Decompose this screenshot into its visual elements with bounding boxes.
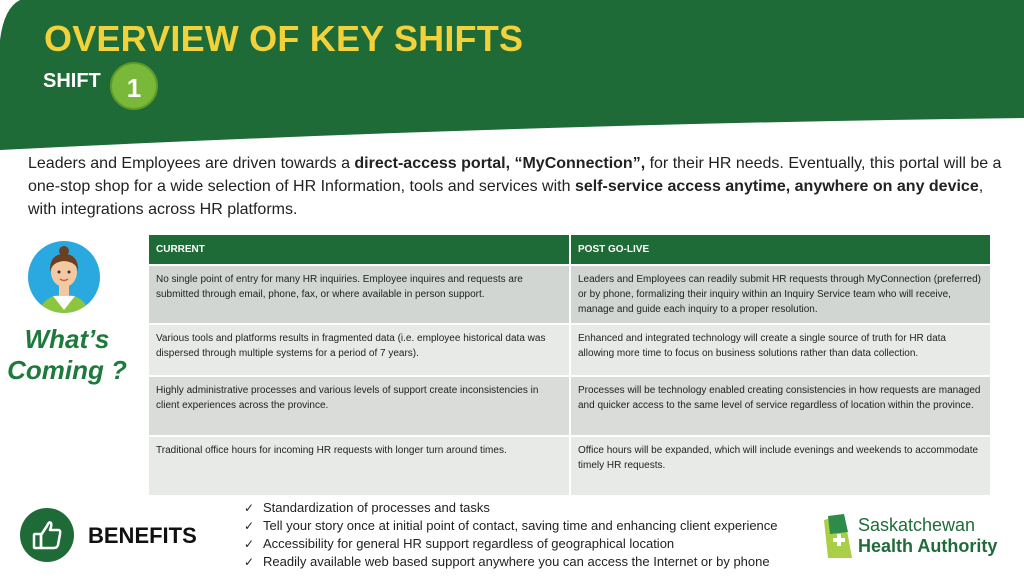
whats-line-1: What’s [24,324,110,354]
logo-line-2: Health Authority [858,536,998,556]
table-row [149,376,991,436]
list-item [240,499,778,517]
cell-post: Office hours will be expanded, which will include evenings and weekends to accommodate timely HR requests. [570,436,991,495]
intro-bold-1: direct-access portal, “MyConnection”, [354,155,646,172]
cell-current: Highly administrative processes and various levels of support create inconsistencies in client experiences across the province. [149,376,570,436]
list-item [240,517,778,535]
shift-number-badge: 1 [110,62,158,110]
logo-wordmark [858,515,997,557]
list-item [240,535,778,553]
shifts-table [149,235,992,495]
table-row [149,436,991,495]
logo-line-1: Saskatchewan [858,515,976,535]
whats-line-2: Coming ? [7,355,127,385]
shift-label: SHIFT [43,70,101,92]
benefits-list [240,499,778,571]
table-header-row [149,235,991,265]
cell-current: Traditional office hours for incoming HR requests with longer turn around times. [149,436,570,495]
intro-text-2: for their HR needs. Eventually, this portal will be a one-stop shop for a wide selection of HR Information, tools and services with [28,155,1002,195]
header-current: CURRENT [149,235,570,265]
cell-current: No single point of entry for many HR inquiries. Employee inquires and requests are submitted through email, phone, fax, or where available in person support. [149,265,570,324]
list-item [240,553,778,571]
checkmark-icon: ✓ [244,501,255,515]
intro-bold-2: self-service access anytime, anywhere on any device [574,178,979,195]
page-title: OVERVIEW OF KEY SHIFTS [44,18,524,59]
checkmark-icon: ✓ [244,555,255,569]
cell-current: Various tools and platforms results in fragmented data (i.e. employee historical data was dispersed through multiple systems for a period of 7 years). [149,324,570,376]
thumbs-up-icon [20,508,74,562]
table-row [149,265,991,324]
employee-avatar-icon [27,240,101,314]
cell-post: Enhanced and integrated technology will create a single source of truth for HR data allowing more time to focus on business solutions rather than data collection. [570,324,991,376]
benefit-text: Readily available web based support anywhere you can access the Internet or by phone [263,554,770,569]
header-post-go-live: POST GO-LIVE [570,235,991,265]
benefit-text: Standardization of processes and tasks [263,500,490,515]
whats-coming-label [4,324,130,386]
intro-text-3: , with integrations across HR platforms. [28,178,984,218]
checkmark-icon: ✓ [244,519,255,533]
cell-post: Processes will be technology enabled creating consistencies in how requests are managed and quicker access to the same level of service regardless of location within the province. [570,376,991,436]
benefit-text: Accessibility for general HR support regardless of geographical location [263,536,675,551]
benefits-label: BENEFITS [88,523,197,548]
intro-text-1: Leaders and Employees are driven towards a [28,155,355,172]
cell-post: Leaders and Employees can readily submit HR requests through MyConnection (preferred) or by phone, formalizing their inquiry within an Inquiry Service team who will receive, manage and guide each inquiry to a proper resolution. [570,265,991,324]
checkmark-icon: ✓ [244,537,255,551]
intro-paragraph [28,152,1013,221]
benefit-text: Tell your story once at initial point of contact, saving time and enhancing client experience [263,518,778,533]
table-row [149,324,991,376]
